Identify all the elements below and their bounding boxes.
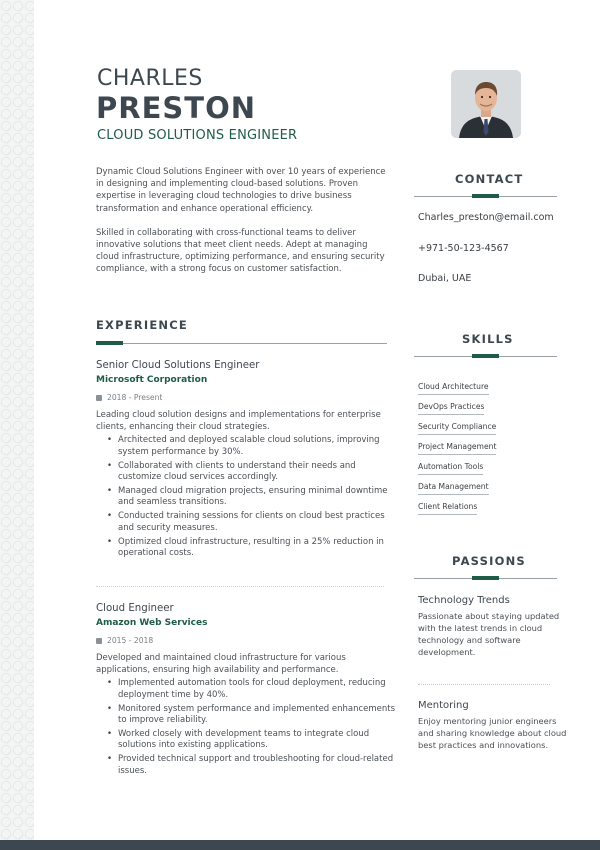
passions-divider-accent — [472, 576, 499, 580]
calendar-icon — [96, 638, 102, 644]
calendar-icon — [96, 395, 102, 401]
job-description: Developed and maintained cloud infrastructure for various applications, ensuring high availability and performance. — [96, 653, 346, 675]
job-bullet: • Collaborated with clients to understand their needs and customize cloud services accordingly. — [118, 461, 396, 484]
job-title: CLOUD SOLUTIONS ENGINEER — [97, 128, 298, 143]
job-company: Amazon Web Services — [96, 618, 208, 628]
profile-photo-image — [451, 70, 521, 138]
experience-heading: EXPERIENCE — [96, 318, 188, 332]
skill-item: Security Compliance — [418, 422, 496, 435]
job-bullet: • Worked closely with development teams to integrate cloud solutions into existing applications. — [118, 729, 396, 752]
skill-item: Automation Tools — [418, 462, 483, 475]
contact-location: Dubai, UAE — [418, 273, 472, 284]
job-dates-text: 2018 - Present — [107, 393, 163, 402]
passion-title: Mentoring — [418, 700, 469, 711]
passion-title: Technology Trends — [418, 595, 510, 606]
passion-item — [418, 700, 568, 751]
skill-item: Data Management — [418, 482, 489, 495]
job-entry — [96, 603, 396, 780]
contact-divider-accent — [472, 194, 499, 198]
contact-phone[interactable]: +971-50-123-4567 — [418, 242, 509, 254]
summary-paragraph: Skilled in collaborating with cross-functional teams to deliver innovative solutions that meet client needs. Adept at managing cloud infrastructure, optimizing performance, and ensuring security compliance, with a strong focus on customer satisfaction. — [96, 227, 385, 275]
passion-description: Passionate about staying updated with the latest trends in cloud technology and software development. — [418, 611, 560, 657]
passion-item — [418, 595, 568, 658]
experience-divider-accent — [96, 341, 123, 345]
skills-divider-accent — [472, 354, 499, 358]
contact-heading: CONTACT — [455, 172, 524, 186]
skill-item: Client Relations — [418, 502, 477, 515]
job-bullets — [96, 435, 396, 560]
contact-list — [418, 212, 568, 304]
job-role: Senior Cloud Solutions Engineer — [96, 360, 260, 371]
job-entry — [96, 360, 396, 562]
job-description: Leading cloud solution designs and implementations for enterprise clients, enhancing their cloud strategies. — [96, 410, 381, 432]
job-dates — [96, 636, 396, 645]
decorative-pattern-strip — [0, 0, 34, 850]
footer-bar — [0, 840, 600, 850]
job-bullet: • Conducted training sessions for clients on cloud best practices and security measures. — [118, 511, 396, 534]
passion-description: Enjoy mentoring junior engineers and sharing knowledge about cloud best practices and innovations. — [418, 716, 567, 750]
job-bullet: • Managed cloud migration projects, ensuring minimal downtime and seamless transitions. — [118, 486, 396, 509]
job-role: Cloud Engineer — [96, 603, 174, 614]
job-separator — [96, 586, 384, 587]
profile-photo — [451, 70, 521, 138]
job-bullet: • Optimized cloud infrastructure, resulting in a 25% reduction in operational costs. — [118, 537, 396, 560]
skills-heading: SKILLS — [462, 332, 514, 346]
job-dates-text: 2015 - 2018 — [107, 636, 154, 645]
skill-item: Project Management — [418, 442, 496, 455]
contact-email[interactable]: Charles_preston@email.com — [418, 212, 554, 223]
experience-divider — [96, 343, 387, 344]
profile-summary — [96, 166, 388, 288]
job-bullet: • Implemented automation tools for cloud deployment, reducing deployment time by 40%. — [118, 678, 396, 701]
skill-item: Cloud Architecture — [418, 382, 489, 395]
passions-heading: PASSIONS — [452, 554, 526, 568]
job-bullet: • Monitored system performance and implemented enhancements to improve reliability. — [118, 704, 396, 727]
passion-separator — [418, 684, 550, 685]
skill-item: DevOps Practices — [418, 402, 484, 415]
job-company: Microsoft Corporation — [96, 375, 208, 385]
job-bullets — [96, 678, 396, 777]
job-dates — [96, 393, 396, 402]
job-bullet: • Architected and deployed scalable cloud solutions, improving system performance by 30%. — [118, 435, 396, 458]
last-name: PRESTON — [96, 91, 256, 125]
summary-paragraph: Dynamic Cloud Solutions Engineer with over 10 years of experience in designing and implementing cloud-based solutions. Proven expertise in leveraging cloud technologies to drive business transformation and enhance operational efficiency. — [96, 167, 386, 214]
first-name: CHARLES — [97, 66, 203, 91]
job-bullet: • Provided technical support and troubleshooting for cloud-related issues. — [118, 754, 396, 777]
skills-list — [418, 374, 568, 514]
